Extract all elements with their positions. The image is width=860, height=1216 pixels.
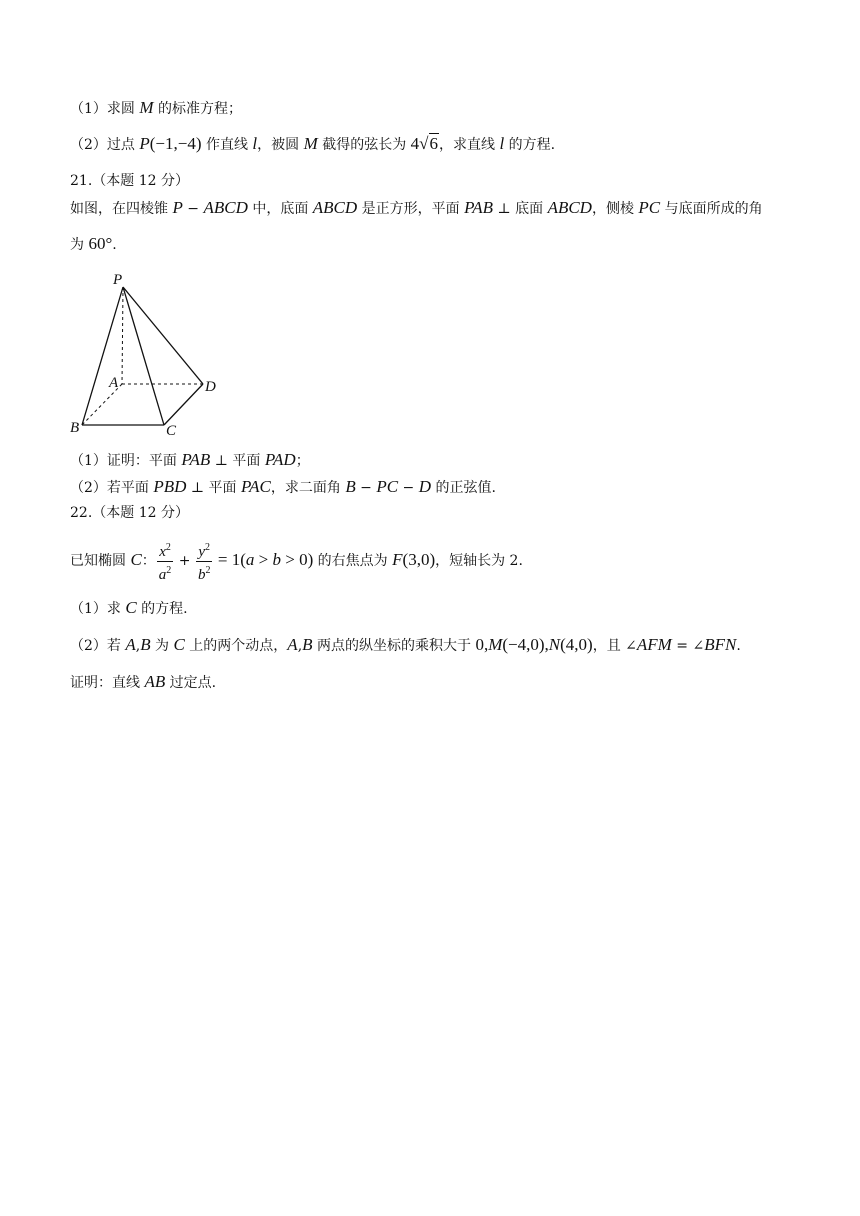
label-A: A (109, 375, 119, 391)
label-D: D (205, 379, 216, 395)
q21-intro-line1: 如图，在四棱锥 P − ABCD 中，底面 ABCD 是正方形，平面 PAB ⊥ 底面 ABCD，侧棱 PC 与底面所成的角 (70, 198, 763, 217)
label-B: B (70, 420, 80, 436)
q22-header: 22.（本题 12 分） (70, 505, 189, 521)
q21-header: 21.（本题 12 分） (70, 173, 189, 189)
q20-part2: （2）过点 P(−1,−4) 作直线 l，被圆 M 截得的弦长为 4√6，求直线 l 的方程. (70, 134, 556, 153)
label-C: C (166, 423, 177, 438)
q22-part1: （1）求 C 的方程. (70, 598, 188, 617)
pyramid-figure (66, 266, 226, 438)
label-P: P (113, 272, 123, 288)
q21-intro-line2: 为 60°. (70, 234, 117, 253)
q22-part2-cont: 证明：直线 AB 过定点. (70, 672, 217, 691)
q20-part1: （1）求圆 M 的标准方程； (70, 98, 242, 117)
q22-intro: 已知椭圆 C： $\frac{x^2}{a^2}$ + $\frac{y^2}{b^2}$ = 1(a > b > 0) 的右焦点为 F(3,0)，短轴长为 2. (70, 538, 523, 584)
q21-part2: （2）若平面 PBD ⊥ 平面 PAC，求二面角 B − PC − D 的正弦值. (70, 477, 496, 496)
q22-part2: （2）若 A,B 为 C 上的两个动点，A,B 两点的纵坐标的乘积大于 0,M(−4,0),N(4,0)，且 ∠AFM = ∠BFN. (70, 635, 741, 654)
q21-part1: （1）证明：平面 PAB ⊥ 平面 PAD； (70, 450, 310, 469)
